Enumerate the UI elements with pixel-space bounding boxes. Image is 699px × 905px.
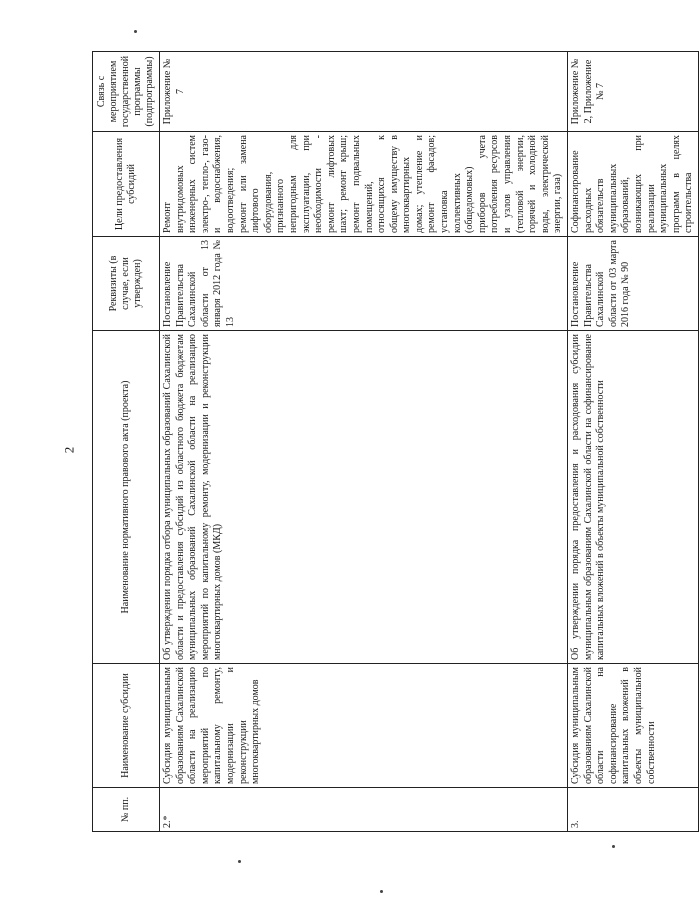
- row-subsidy: Субсидия муниципальным образованиям Сахалинской области на софинансирование капитальных вложений в объекты муниципальной собственности: [568, 664, 699, 788]
- scan-speck: [612, 845, 615, 848]
- subsidies-table: [92, 51, 699, 832]
- row-goals: Ремонт внутридомовых инженерных систем электро-, тепло-, газо- и водоснабжения, водоотведения; ремонт или замена лифтового оборудования, признанного непригодным для эксплуатации, при необходимости - ремонт лифтовых шахт; ремонт крыш; ремонт подвальных помещений, относящихся к общему имуществу в многоквартирных домах; утепление и ремонт фасадов; установка коллективных (общедомовых) приборов учета потребления ресурсов и узлов управления (тепловой энергии, горячей и холодной воды, электрической энергии, газа): [160, 132, 568, 237]
- rotated-table-frame: [92, 52, 695, 832]
- header-num: № пп.: [93, 788, 160, 832]
- table-row: [568, 52, 699, 832]
- row-num: 3.: [568, 788, 699, 832]
- header-requisites: Реквизиты (в случае, если утвержден): [93, 237, 160, 331]
- row-act: Об утверждении порядка отбора муниципальных образований Сахалинской области и предоставления субсидий из областного бюджета бюджетам муниципальных образований Сахалинской области на реализацию мероприятий по капитальному ремонту, модернизации и реконструкции многоквартирных домов (МКД): [160, 331, 568, 664]
- header-goals: Цели предоставления субсидий: [93, 132, 160, 237]
- table-header-row: [93, 52, 160, 832]
- row-goals: Софинансирование расходных обязательств муниципальных образований, возникающих при реализации муниципальных программ в целях строительства: [568, 132, 699, 237]
- scan-speck: [380, 890, 383, 893]
- row-num: 2.*: [160, 788, 568, 832]
- header-act: Наименование нормативного правового акта (проекта): [93, 331, 160, 664]
- row-link: Приложение № 2, Приложение № 7: [568, 52, 699, 132]
- scan-speck: [238, 860, 241, 863]
- table-container: [92, 52, 695, 832]
- row-link: Приложение № 7: [160, 52, 568, 132]
- page-number: 2: [61, 446, 77, 454]
- header-subsidy: Наименование субсидии: [93, 664, 160, 788]
- table-row: [160, 52, 568, 832]
- row-requisites: Постановление Правительства Сахалинской области от 13 января 2012 года № 13: [160, 237, 568, 331]
- row-requisites: Постановление Правительства Сахалинской области от 03 марта 2016 года № 90: [568, 237, 699, 331]
- row-subsidy: Субсидия муниципальным образованиям Сахалинской области на реализацию мероприятий по капитальному ремонту, модернизации и реконструкции многоквартирных домов: [160, 664, 568, 788]
- row-act: Об утверждении порядка предоставления и расходования субсидии муниципальным образованиям Сахалинской области на софинансирование капитальных вложений в объекты муниципальной собственности: [568, 331, 699, 664]
- header-link: Связь с мероприятием государственной программы (подпрограммы): [93, 52, 160, 132]
- scan-speck: [134, 30, 137, 33]
